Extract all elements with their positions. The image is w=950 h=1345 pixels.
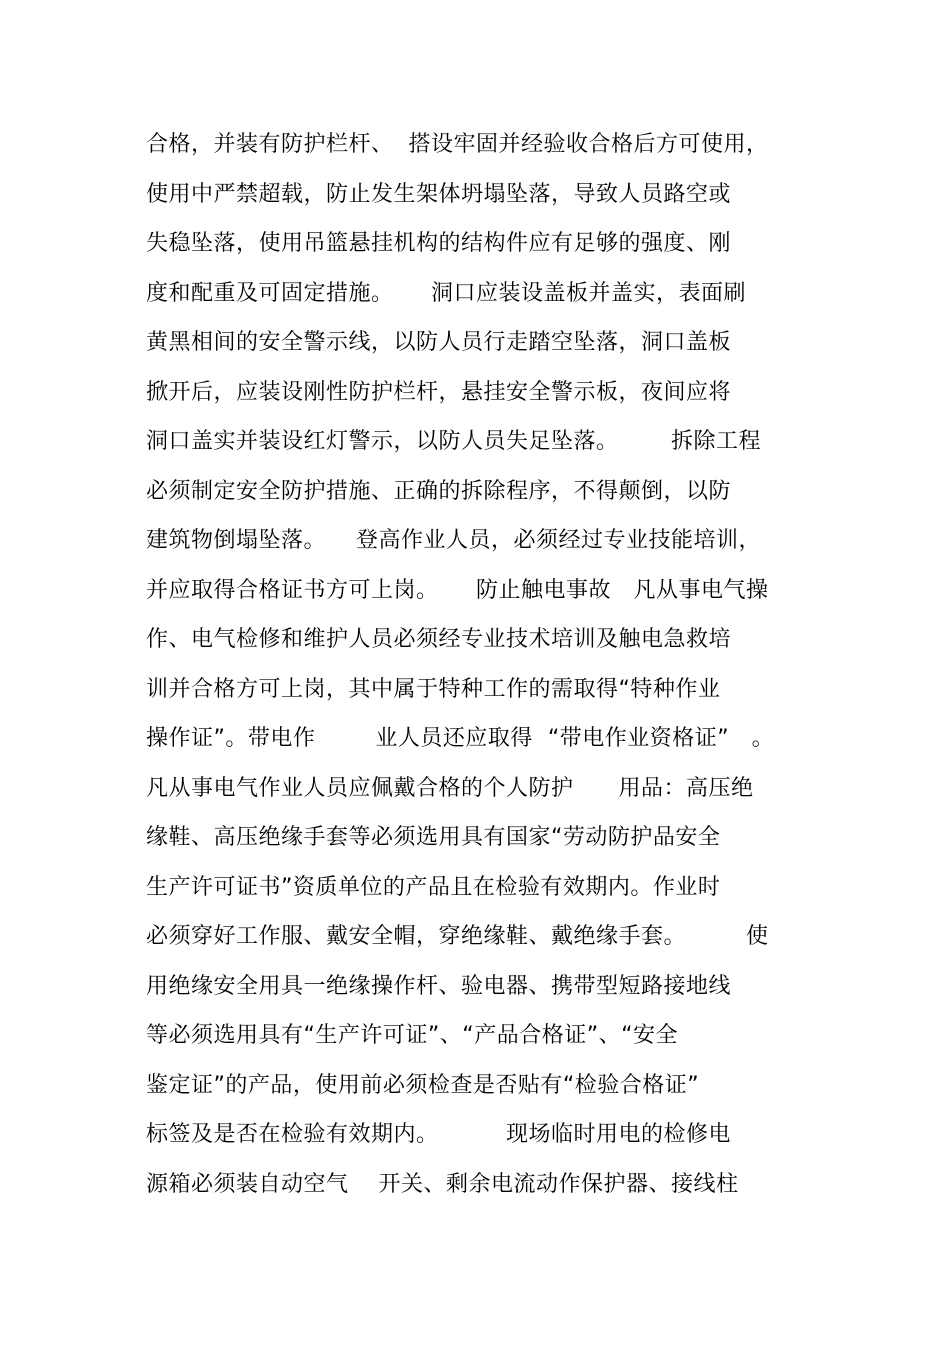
text-line: 作、电气检修和维护人员必须经专业技术培训及触电急救培 <box>146 627 732 652</box>
text-line: 训并合格方可上岗，其中属于特种工作的需取得“特种作业 <box>146 676 721 702</box>
text-line: 鉴定证”的产品，使用前必须检查是否贴有“检验合格证” <box>146 1072 700 1098</box>
text-line: 操作证”。带电作 业人员还应取得 “带电作业资格证” 。 <box>146 726 775 751</box>
text-line: 失稳坠落，使用吊篮悬挂机构的结构件应有足够的强度、刚 <box>146 231 732 256</box>
text-line: 标签及是否在检验有效期内。 现场临时用电的检修电 <box>146 1122 731 1147</box>
body-text <box>146 120 826 1209</box>
text-line: 必须制定安全防护措施、正确的拆除程序，不得颠倒，以防 <box>146 478 732 504</box>
text-line: 度和配重及可固定措施。 洞口应装设盖板并盖实，表面刷 <box>146 280 746 306</box>
text-line: 用绝缘安全用具一绝缘操作杆、验电器、携带型短路接地线 <box>146 973 732 999</box>
text-line: 使用中严禁超载，防止发生架体坍塌坠落，导致人员路空或 <box>146 181 732 207</box>
text-line: 建筑物倒塌坠落。 登高作业人员，必须经过专业技能培训， <box>146 528 761 553</box>
text-line: 并应取得合格证书方可上岗。 防止触电事故 凡从事电气操 <box>146 577 769 603</box>
text-line: 掀开后，应装设刚性防护栏杆，悬挂安全警示板，夜间应将 <box>146 379 732 405</box>
text-line: 黄黑相间的安全警示线，以防人员行走踏空坠落，洞口盖板 <box>146 330 732 355</box>
text-line: 等必须选用具有“生产许可证”、“产品合格证”、“安全 <box>146 1023 678 1048</box>
text-line: 必须穿好工作服、戴安全帽，穿绝缘鞋、戴绝缘手套。 使 <box>146 924 769 949</box>
text-line: 源箱必须装自动空气 开关、剩余电流动作保护器、接线柱 <box>146 1171 739 1197</box>
text-line: 缘鞋、高压绝缘手套等必须选用具有国家“劳动防护品安全 <box>146 825 721 850</box>
text-line: 生产许可证书”资质单位的产品且在检验有效期内。作业时 <box>146 874 721 900</box>
text-line: 凡从事电气作业人员应佩戴合格的个人防护 用品：高压绝 <box>146 775 754 801</box>
text-line: 合格，并装有防护栏杆、 搭设牢固并经验收合格后方可使用， <box>146 132 769 157</box>
text-line: 洞口盖实并装设红灯警示，以防人员失足坠落。 拆除工程 <box>146 429 761 454</box>
